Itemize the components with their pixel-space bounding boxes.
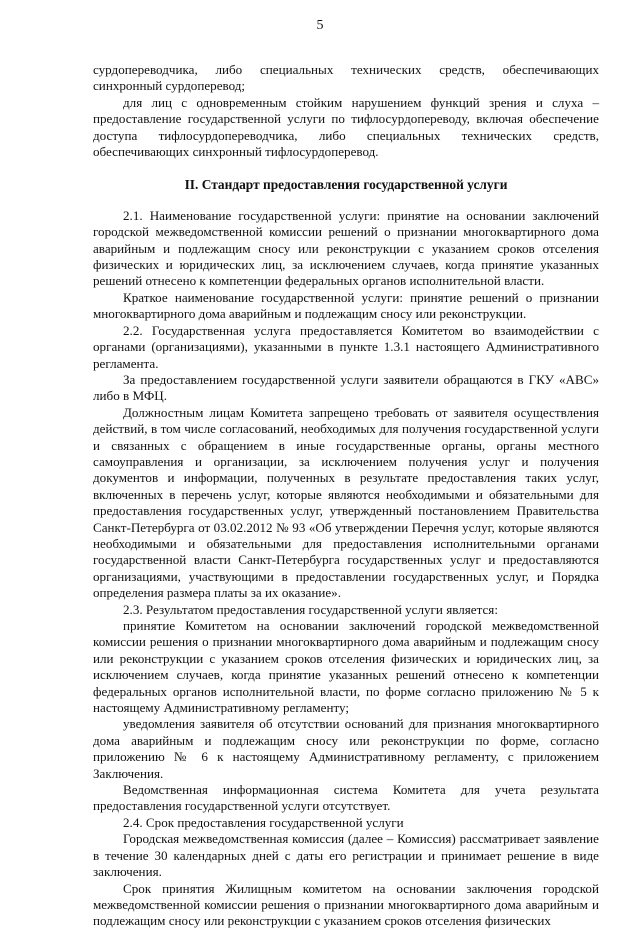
section-intro	[93, 62, 599, 160]
document-body	[93, 62, 599, 930]
paragraph: для лиц с одновременным стойким нарушением функций зрения и слуха – предоставление государственной услуги по тифлосурдопереводу, включая обеспечение доступа тифлосурдопереводчика, либо специальных технических средств, обеспечивающих синхронный тифлосурдоперевод.	[93, 94, 599, 160]
paragraph: 2.2. Государственная услуга предоставляется Комитетом во взаимодействии с органами (организациями), указанными в пункте 1.3.1 настоящего Административного регламента.	[93, 322, 599, 371]
paragraph: Краткое наименование государственной услуги: принятие решений о признании многоквартирного дома аварийным и подлежащим сносу или реконструкции.	[93, 289, 599, 322]
paragraph: уведомления заявителя об отсутствии оснований для признания многоквартирного дома аварийным и подлежащим сносу или реконструкции по форме, согласно приложению № 6 к настоящему Административному регламенту, с приложением Заключения.	[93, 716, 599, 781]
section-standard	[93, 208, 599, 930]
page-number: 5	[316, 18, 324, 33]
paragraph: Срок принятия Жилищным комитетом на основании заключения городской межведомственной комиссии решения о признании многоквартирного дома аварийным и подлежащим сносу или реконструкции с указанием сроков отселения физических	[93, 880, 599, 929]
paragraph: 2.3. Результатом предоставления государственной услуги является:	[123, 601, 498, 617]
paragraph: принятие Комитетом на основании заключений городской межведомственной комиссии решения о признании многоквартирного дома аварийным и подлежащим сносу или реконструкции с указанием сроков отселения физических и юридических лиц, за исключением случаев, когда принятие указанных решений отнесено к компетенции федеральных органов исполнительной власти, по форме согласно приложению № 5 к настоящему Административному регламенту;	[93, 618, 599, 716]
paragraph: Должностным лицам Комитета запрещено требовать от заявителя осуществления действий, в том числе согласований, необходимых для получения государственной услуги и связанных с обращением в иные государственные органы, органы местного самоуправления и организации, за исключением получения услуг и получения документов и информации, полученных в результате предоставления таких услуг, включенных в перечень услуг, которые являются необходимыми и обязательными для предоставления государственных услуг, утвержденный постановлением Правительства Санкт-Петербурга от 03.02.2012 № 93 «Об утверждении Перечня услуг, которые являются необходимыми и обязательными для предоставления исполнительными органами государственной власти Санкт-Петербурга государственных услуг и предоставляются организациями, участвующими в предоставлении государственных услуг, и Порядка определения размера платы за их оказание».	[93, 404, 599, 601]
paragraph: 2.1. Наименование государственной услуги: принятие на основании заключений городской межведомственной комиссии решений о признании многоквартирного дома аварийным и подлежащим сносу или реконструкции с указанием сроков отселения физических и юридических лиц, за исключением случаев, когда принятие указанных решений отнесено к компетенции федеральных органов исполнительной власти.	[93, 207, 599, 289]
paragraph: 2.4. Срок предоставления государственной услуги	[123, 814, 404, 830]
paragraph: сурдопереводчика, либо специальных технических средств, обеспечивающих синхронный сурдоперевод;	[93, 62, 599, 94]
paragraph: Ведомственная информационная система Комитета для учета результата предоставления государственной услуги отсутствует.	[93, 782, 599, 814]
paragraph: Городская межведомственная комиссия (далее – Комиссия) рассматривает заявление в течение 30 календарных дней с даты его регистрации и принимает решение в виде заключения.	[93, 831, 599, 880]
section-heading: II. Стандарт предоставления государственной услуги	[184, 177, 508, 193]
paragraph: За предоставлением государственной услуги заявители обращаются в ГКУ «АВС» либо в МФЦ.	[93, 371, 599, 404]
